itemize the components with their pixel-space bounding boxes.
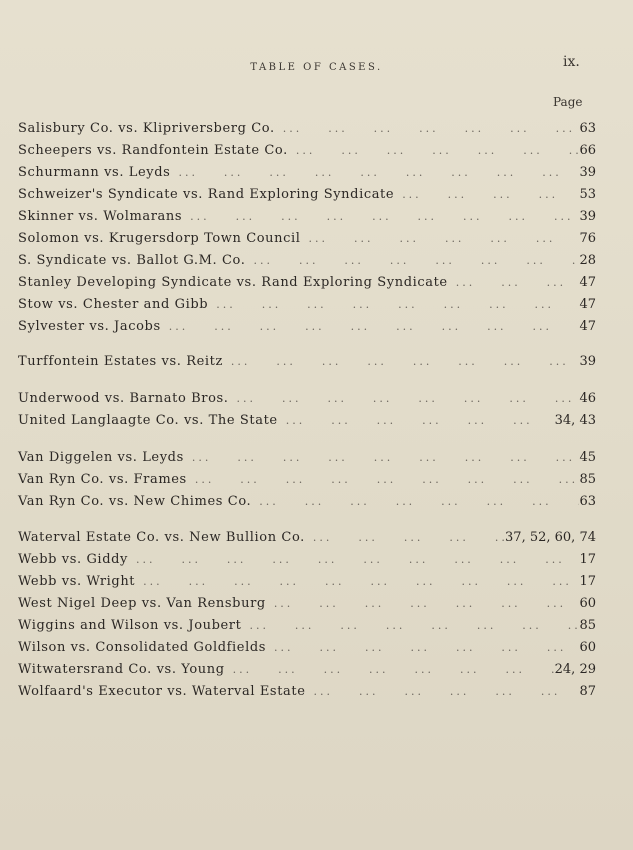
dot-leader: [229, 389, 580, 409]
dot-leader: [223, 352, 580, 372]
case-name: Webb vs. Wright: [18, 574, 136, 589]
case-entry: [18, 251, 596, 271]
case-entry: [18, 207, 596, 227]
case-pages: 87: [579, 684, 596, 699]
case-pages: 63: [579, 121, 596, 136]
dot-leader: [135, 572, 579, 592]
case-entry: [18, 528, 596, 548]
case-pages: 60: [579, 640, 596, 655]
dot-leader: [184, 448, 580, 468]
case-pages: 66: [579, 143, 596, 158]
case-pages: 85: [579, 618, 596, 633]
case-name: Van Ryn Co. vs. New Chimes Co.: [18, 494, 252, 509]
case-name: Waterval Estate Co. vs. New Bullion Co.: [18, 530, 305, 545]
case-pages: 76: [579, 231, 596, 246]
case-pages: 39: [579, 209, 596, 224]
case-entry: [18, 229, 596, 249]
case-entry: [18, 185, 596, 205]
dot-leader: [182, 207, 579, 227]
dot-leader: [241, 616, 579, 636]
case-pages: 46: [579, 391, 596, 406]
case-name: Underwood vs. Barnato Bros.: [18, 391, 229, 406]
case-entry: [18, 389, 596, 409]
running-title: TABLE OF CASES.: [250, 62, 383, 73]
case-name: Witwatersrand Co. vs. Young: [18, 662, 225, 677]
case-name: Stow vs. Chester and Gibb: [18, 297, 209, 312]
dot-leader: [275, 119, 580, 139]
dot-leader: [225, 660, 555, 680]
case-entry: [18, 470, 596, 490]
case-pages: 34, 43: [554, 413, 596, 428]
dot-leader: [251, 492, 579, 512]
case-pages: 45: [579, 450, 596, 465]
case-name: Van Ryn Co. vs. Frames: [18, 472, 187, 487]
case-pages: 60: [579, 596, 596, 611]
case-name: Wiggins and Wilson vs. Joubert: [18, 618, 242, 633]
case-pages: 37, 52, 60, 74: [505, 530, 596, 545]
dot-leader: [394, 185, 579, 205]
dot-leader: [288, 141, 580, 161]
case-name: Wilson vs. Consolidated Goldfields: [18, 640, 267, 655]
case-name: Schweizer's Syndicate vs. Rand Exploring Syndicate: [18, 187, 395, 202]
case-pages: 39: [579, 165, 596, 180]
case-entry: [18, 163, 596, 183]
case-entry: [18, 119, 596, 139]
case-entry: [18, 411, 596, 431]
case-pages: 28: [579, 253, 596, 268]
dot-leader: [208, 295, 579, 315]
case-name: Scheepers vs. Randfontein Estate Co.: [18, 143, 288, 158]
dot-leader: [306, 682, 580, 702]
case-name: Sylvester vs. Jacobs: [18, 319, 161, 334]
dot-leader: [448, 273, 580, 293]
case-name: Schurmann vs. Leyds: [18, 165, 171, 180]
case-entry: [18, 492, 596, 512]
case-name: Solomon vs. Krugersdorp Town Council: [18, 231, 301, 246]
case-pages: 63: [579, 494, 596, 509]
case-pages: 24, 29: [554, 662, 596, 677]
dot-leader: [245, 251, 579, 271]
dot-leader: [305, 528, 505, 548]
case-name: Webb vs. Giddy: [18, 552, 128, 567]
case-name: Skinner vs. Wolmarans: [18, 209, 183, 224]
case-entry: [18, 295, 596, 315]
case-entry: [18, 682, 596, 702]
case-name: Salisbury Co. vs. Klipriversberg Co.: [18, 121, 275, 136]
case-entry: [18, 594, 596, 614]
case-entry: [18, 273, 596, 293]
case-entry: [18, 141, 596, 161]
case-name: Wolfaard's Executor vs. Waterval Estate: [18, 684, 306, 699]
case-entry: [18, 638, 596, 658]
case-entry: [18, 352, 596, 372]
case-name: Van Diggelen vs. Leyds: [18, 450, 184, 465]
case-pages: 47: [579, 297, 596, 312]
case-name: United Langlaagte Co. vs. The State: [18, 413, 278, 428]
case-name: Stanley Developing Syndicate vs. Rand Exploring Syndicate: [18, 275, 448, 290]
case-pages: 47: [579, 275, 596, 290]
dot-leader: [266, 638, 579, 658]
page-column-heading: Page: [553, 95, 583, 109]
case-pages: 85: [579, 472, 596, 487]
dot-leader: [170, 163, 579, 183]
dot-leader: [161, 317, 580, 337]
case-name: S. Syndicate vs. Ballot G.M. Co.: [18, 253, 246, 268]
dot-leader: [301, 229, 580, 249]
dot-leader: [278, 411, 555, 431]
case-name: West Nigel Deep vs. Van Rensburg: [18, 596, 266, 611]
dot-leader: [128, 550, 579, 570]
dot-leader: [187, 470, 580, 490]
case-pages: 53: [579, 187, 596, 202]
case-name: Turffontein Estates vs. Reitz: [18, 354, 223, 369]
case-entry: [18, 448, 596, 468]
case-entry: [18, 660, 596, 680]
case-pages: 17: [579, 574, 596, 589]
case-pages: 17: [579, 552, 596, 567]
case-entry: [18, 616, 596, 636]
case-entry: [18, 572, 596, 592]
case-pages: 47: [579, 319, 596, 334]
page-number: ix.: [563, 54, 580, 70]
case-entry: [18, 317, 596, 337]
dot-leader: [266, 594, 580, 614]
case-entry: [18, 550, 596, 570]
case-pages: 39: [579, 354, 596, 369]
